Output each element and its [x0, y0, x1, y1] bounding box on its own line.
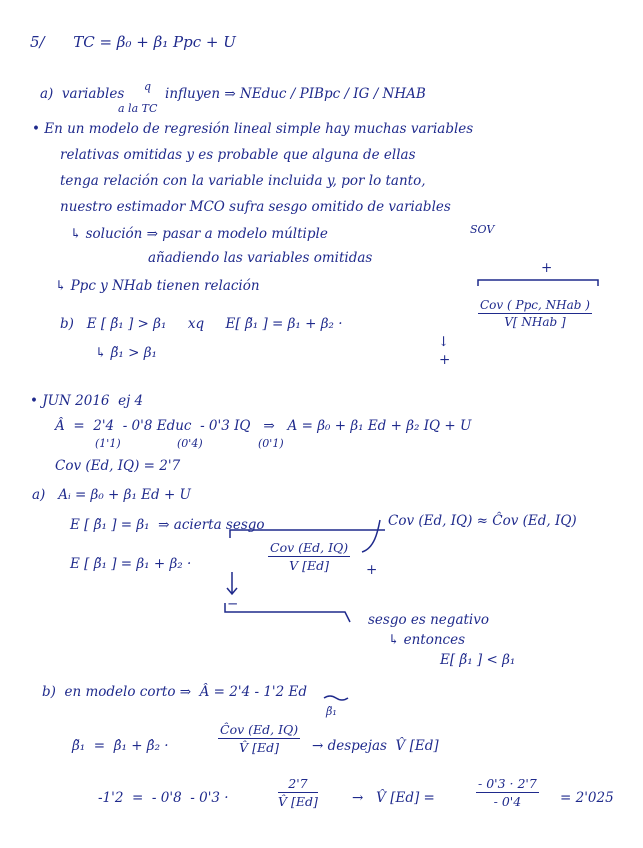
part-b-equation: b) E [ β̃₁ ] > β₁ xq E[ β̃₁ ] = β₁ + β₂ · — [60, 316, 343, 332]
sesgo-line-2: ↳ entonces — [388, 632, 466, 648]
part-b-short-model: b) en modelo corto ⇒ Â = 2'4 - 1'2 Ed — [42, 684, 307, 700]
ink-down-arrow — [227, 572, 237, 594]
result-fraction — [476, 776, 539, 809]
solve-frac-den: V̂ [Ed] — [278, 794, 318, 809]
solve-line: -1'2 = - 0'8 - 0'3 · — [98, 790, 229, 806]
exp-frac-den: V [Ed] — [289, 558, 330, 573]
bias-frac-num: Ĉov (Ed, IQ) — [220, 722, 299, 737]
plus-top: + — [541, 260, 553, 276]
bias-formula: β̃₁ = β̂₁ + β̂₂ · — [72, 738, 169, 754]
bias-formula-tail: → despejas V̂ [Ed] — [312, 738, 439, 754]
exercise-header: 5/ TC = β₀ + β₁ Ppc + U — [30, 33, 236, 51]
sesgo-line-1: sesgo es negativo — [368, 612, 489, 628]
solve-fraction — [278, 776, 318, 809]
sesgo-line-3: E[ β̃₁ ] < β₁ — [440, 652, 516, 668]
para-line-6: añadiendo las variables omitidas — [148, 250, 373, 266]
part-a-label: a) variables — [40, 86, 125, 102]
bias-fraction — [218, 722, 300, 755]
para-line-5: ↳ solución ⇒ pasar a modelo múltiple — [70, 226, 328, 242]
se-educ: (0'4) — [177, 437, 203, 450]
para-line-7: ↳ Ppc y NHab tienen relación — [55, 278, 260, 294]
ua-model: a) Aᵢ = β₀ + β₁ Ed + U — [32, 487, 191, 503]
expectation-line-2: E [ β̃₁ ] = β₁ + β₂ · — [70, 556, 192, 572]
cov-approx-note: Cov (Ed, IQ) ≈ Ĉov (Ed, IQ) — [388, 513, 577, 529]
part-b-frac-num: Cov ( Ppc, NHab ) — [480, 298, 590, 312]
se-intercept: (1'1) — [95, 437, 121, 450]
exp-minus: − — [227, 596, 239, 612]
para-line-2: relativas omitidas y es probable que alguna de ellas — [60, 147, 416, 163]
cov-ed-iq: Cov (Ed, IQ) = 2'7 — [55, 458, 181, 474]
solve-tail: → V̂ [Ed] = — [352, 790, 435, 806]
para-line-1: • En un modelo de regresión lineal simple hay muchas variables — [32, 121, 474, 137]
expectation-line-1: E [ β̃₁ ] = β₁ ⇒ acierta sesgo — [70, 517, 265, 533]
exp-frac-num: Cov (Ed, IQ) — [270, 540, 349, 555]
result-frac-den: - 0'4 — [493, 794, 522, 809]
se-iq: (0'1) — [258, 437, 284, 450]
ink-bracket-ppc — [478, 280, 598, 286]
ink-hat-wave — [324, 696, 348, 700]
part-b-arrow: ↓ — [438, 334, 450, 350]
result-frac-num: - 0'3 · 2'7 — [478, 776, 537, 791]
ink-link-arrow — [362, 520, 380, 552]
exp-plus: + — [366, 562, 378, 578]
part-b-conclusion: ↳ β̃₁ > β₁ — [95, 345, 157, 361]
solve-frac-num: 2'7 — [278, 776, 318, 793]
result-value: = 2'025 — [560, 790, 614, 806]
ink-bracket-lower — [225, 603, 350, 622]
part-b-plus: + — [439, 352, 451, 368]
part-a-influencers: influyen ⇒ NEduc / PIBpc / IG / NHAB — [165, 86, 426, 102]
part-a-que: q — [144, 80, 152, 93]
estimated-equation: Â = 2'4 - 0'8 Educ - 0'3 IQ ⇒ A = β₀ + β₁ Ed + β₂ IQ + U — [55, 418, 472, 434]
para-line-4: nuestro estimador MCO sufra sesgo omitido de variables — [60, 199, 451, 215]
part-a-sub: a la TC — [118, 102, 158, 115]
para-line-3: tenga relación con la variable incluida y, por lo tanto, — [60, 173, 426, 189]
part-b-fraction — [478, 298, 592, 329]
jun-2016-header: • JUN 2016 ej 4 — [30, 393, 144, 409]
sov-label: SOV — [470, 223, 495, 236]
short-model-beta: β̃₁ — [326, 705, 337, 718]
expectation-fraction — [268, 540, 350, 573]
bias-frac-den: V̂ [Ed] — [239, 740, 280, 755]
part-b-frac-den: V[ NHab ] — [504, 315, 566, 329]
